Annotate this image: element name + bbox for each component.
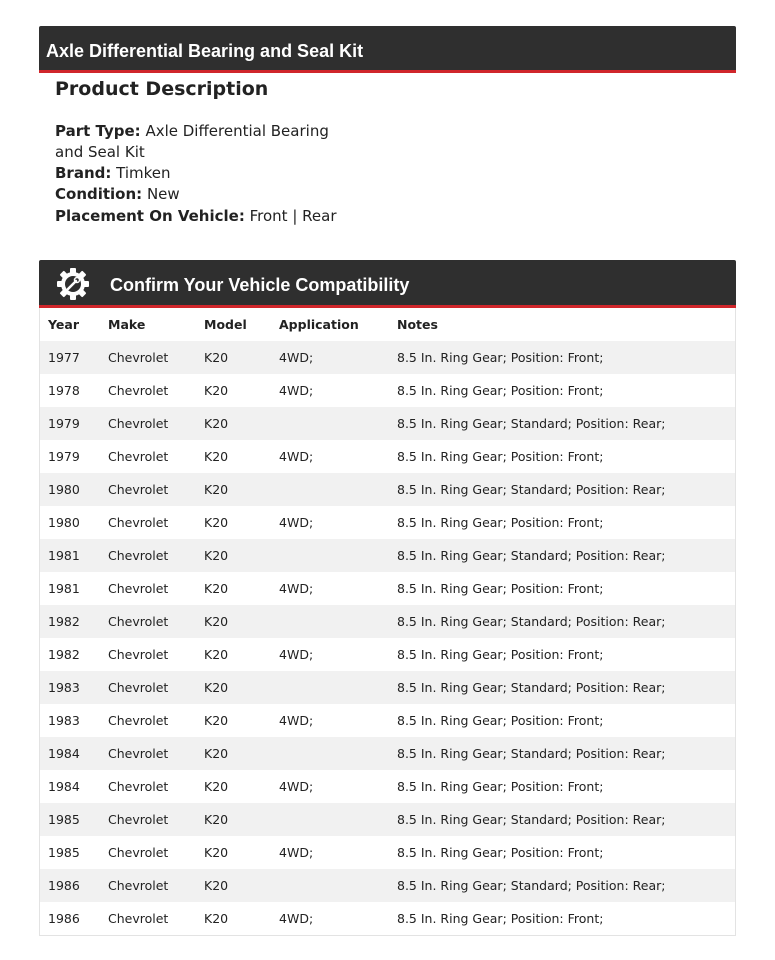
cell-year: 1980 — [48, 515, 80, 530]
cell-notes: 8.5 In. Ring Gear; Standard; Position: Rear; — [397, 482, 666, 497]
cell-notes: 8.5 In. Ring Gear; Standard; Position: Rear; — [397, 548, 666, 563]
cell-application — [271, 869, 389, 902]
cell-application — [271, 407, 389, 440]
cell-model: K20 — [204, 581, 229, 596]
cell-year: 1981 — [48, 581, 80, 596]
table-row — [40, 671, 736, 704]
compatibility-table — [39, 308, 736, 936]
column-header-application: Application — [279, 317, 359, 332]
cell-notes: 8.5 In. Ring Gear; Standard; Position: Rear; — [397, 614, 666, 629]
cell-year: 1984 — [48, 746, 80, 761]
cell-make: Chevrolet — [108, 878, 169, 893]
cell-model: K20 — [204, 614, 229, 629]
cell-year: 1983 — [48, 713, 80, 728]
description-heading: Product Description — [55, 78, 269, 100]
cell-model: K20 — [204, 845, 229, 860]
cell-make: Chevrolet — [108, 416, 169, 431]
table-row — [40, 506, 736, 539]
cell-make: Chevrolet — [108, 482, 169, 497]
cell-make: Chevrolet — [108, 581, 169, 596]
cell-make: Chevrolet — [108, 845, 169, 860]
cell-model: K20 — [204, 878, 229, 893]
table-row — [40, 836, 736, 869]
cell-model: K20 — [204, 482, 229, 497]
cell-application: 4WD; — [279, 515, 314, 530]
cell-model: K20 — [204, 779, 229, 794]
cell-model: K20 — [204, 416, 229, 431]
cell-make: Chevrolet — [108, 614, 169, 629]
cell-application: 4WD; — [279, 350, 314, 365]
field-part-type: Part Type: Axle Differential Bearing and Seal Kit — [55, 122, 329, 161]
cell-year: 1979 — [48, 449, 80, 464]
cell-model: K20 — [204, 449, 229, 464]
column-header-notes: Notes — [397, 317, 438, 332]
cell-notes: 8.5 In. Ring Gear; Position: Front; — [397, 383, 604, 398]
column-header-make: Make — [108, 317, 146, 332]
cell-notes: 8.5 In. Ring Gear; Position: Front; — [397, 515, 604, 530]
table-row — [40, 572, 736, 605]
cell-model: K20 — [204, 746, 229, 761]
cell-model: K20 — [204, 713, 229, 728]
column-header-year: Year — [48, 317, 79, 332]
cell-model: K20 — [204, 680, 229, 695]
cell-year: 1982 — [48, 614, 80, 629]
table-row — [40, 473, 736, 506]
cell-model: K20 — [204, 647, 229, 662]
cell-make: Chevrolet — [108, 779, 169, 794]
cell-notes: 8.5 In. Ring Gear; Standard; Position: Rear; — [397, 416, 666, 431]
cell-application: 4WD; — [279, 449, 314, 464]
cell-notes: 8.5 In. Ring Gear; Standard; Position: Rear; — [397, 812, 666, 827]
cell-year: 1977 — [48, 350, 80, 365]
cell-year: 1982 — [48, 647, 80, 662]
cell-year: 1984 — [48, 779, 80, 794]
table-row — [40, 902, 736, 936]
table-row — [40, 803, 736, 836]
cell-notes: 8.5 In. Ring Gear; Standard; Position: Rear; — [397, 878, 666, 893]
cell-application — [271, 737, 389, 770]
table-row — [40, 341, 736, 374]
compat-title: Confirm Your Vehicle Compatibility — [110, 275, 410, 295]
column-header-model: Model — [204, 317, 247, 332]
cell-notes: 8.5 In. Ring Gear; Standard; Position: Rear; — [397, 746, 666, 761]
table-row — [40, 374, 736, 407]
table-row — [40, 440, 736, 473]
field-brand: Brand: Timken — [55, 164, 171, 182]
table-row — [40, 605, 736, 638]
cell-notes: 8.5 In. Ring Gear; Position: Front; — [397, 713, 604, 728]
cell-make: Chevrolet — [108, 515, 169, 530]
cell-application: 4WD; — [279, 911, 314, 926]
cell-notes: 8.5 In. Ring Gear; Position: Front; — [397, 449, 604, 464]
table-row — [40, 638, 736, 671]
cell-application: 4WD; — [279, 713, 314, 728]
cell-model: K20 — [204, 548, 229, 563]
cell-year: 1986 — [48, 911, 80, 926]
table-header-row — [40, 308, 736, 341]
cell-make: Chevrolet — [108, 383, 169, 398]
cell-notes: 8.5 In. Ring Gear; Position: Front; — [397, 647, 604, 662]
cell-application — [271, 605, 389, 638]
cell-application: 4WD; — [279, 779, 314, 794]
cell-make: Chevrolet — [108, 911, 169, 926]
cell-make: Chevrolet — [108, 350, 169, 365]
cell-model: K20 — [204, 350, 229, 365]
cell-application: 4WD; — [279, 845, 314, 860]
cell-application: 4WD; — [279, 383, 314, 398]
cell-application — [271, 671, 389, 704]
cell-application — [271, 803, 389, 836]
cell-notes: 8.5 In. Ring Gear; Position: Front; — [397, 779, 604, 794]
table-row — [40, 539, 736, 572]
table-row — [40, 737, 736, 770]
cell-notes: 8.5 In. Ring Gear; Position: Front; — [397, 845, 604, 860]
cell-year: 1980 — [48, 482, 80, 497]
cell-make: Chevrolet — [108, 812, 169, 827]
cell-notes: 8.5 In. Ring Gear; Position: Front; — [397, 911, 604, 926]
cell-make: Chevrolet — [108, 680, 169, 695]
cell-model: K20 — [204, 812, 229, 827]
cell-make: Chevrolet — [108, 746, 169, 761]
cell-make: Chevrolet — [108, 548, 169, 563]
cell-make: Chevrolet — [108, 647, 169, 662]
table-row — [40, 407, 736, 440]
cell-year: 1985 — [48, 812, 80, 827]
cell-model: K20 — [204, 383, 229, 398]
cell-make: Chevrolet — [108, 713, 169, 728]
cell-application — [271, 539, 389, 572]
gear-wrench-icon — [56, 267, 90, 301]
cell-year: 1985 — [48, 845, 80, 860]
cell-make: Chevrolet — [108, 449, 169, 464]
cell-notes: 8.5 In. Ring Gear; Standard; Position: Rear; — [397, 680, 666, 695]
table-row — [40, 704, 736, 737]
cell-year: 1981 — [48, 548, 80, 563]
table-row — [40, 869, 736, 902]
cell-model: K20 — [204, 515, 229, 530]
cell-year: 1979 — [48, 416, 80, 431]
cell-application: 4WD; — [279, 647, 314, 662]
field-placement: Placement On Vehicle: Front | Rear — [55, 207, 337, 225]
cell-notes: 8.5 In. Ring Gear; Position: Front; — [397, 581, 604, 596]
product-title-bar — [39, 26, 736, 73]
cell-application: 4WD; — [279, 581, 314, 596]
cell-year: 1983 — [48, 680, 80, 695]
cell-year: 1978 — [48, 383, 80, 398]
cell-model: K20 — [204, 911, 229, 926]
cell-year: 1986 — [48, 878, 80, 893]
product-title: Axle Differential Bearing and Seal Kit — [46, 41, 364, 61]
cell-notes: 8.5 In. Ring Gear; Position: Front; — [397, 350, 604, 365]
cell-application — [271, 473, 389, 506]
compat-title-bar — [39, 260, 736, 308]
field-condition: Condition: New — [55, 185, 180, 203]
table-row — [40, 770, 736, 803]
